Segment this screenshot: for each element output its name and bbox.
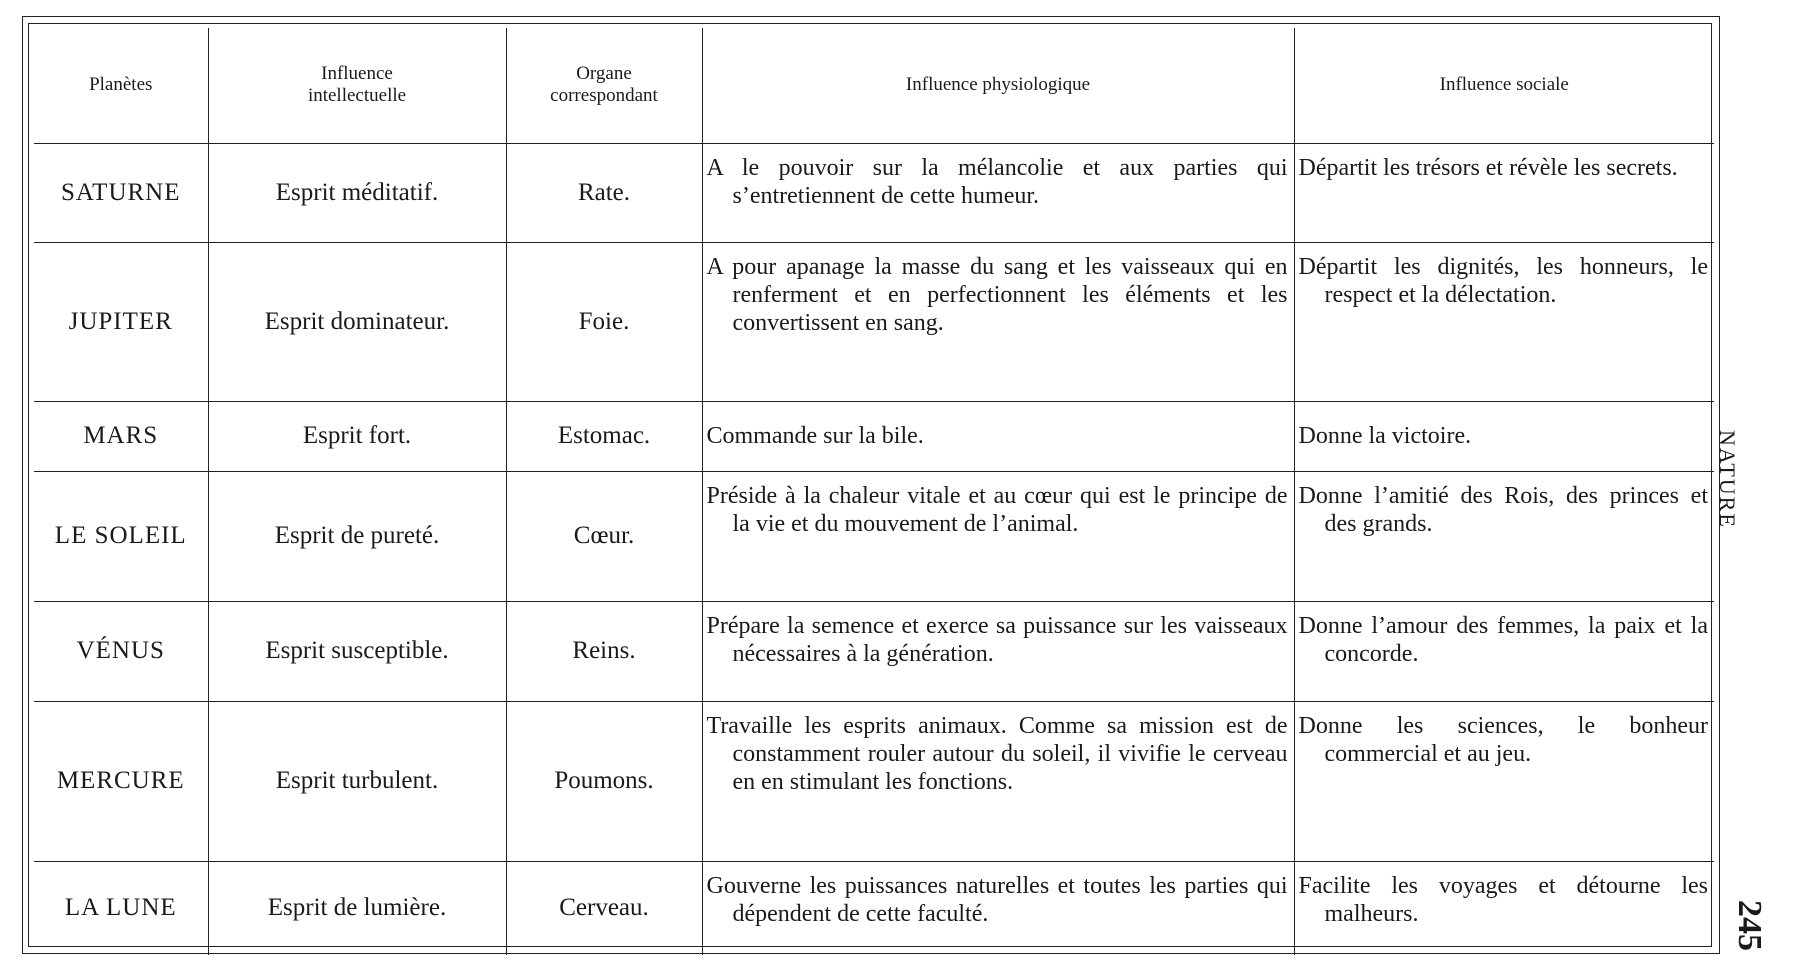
header-influence-sociale: Influence sociale xyxy=(1294,28,1714,143)
planet-name: LE SOLEIL xyxy=(34,471,208,601)
intellectual-influence: Esprit turbulent. xyxy=(208,701,506,861)
social-influence: Facilite les voyages et détourne les malheurs. xyxy=(1294,861,1714,955)
table-row xyxy=(34,861,1714,955)
organ: Poumons. xyxy=(506,701,702,861)
social-influence: Départit les dignités, les honneurs, le respect et la délectation. xyxy=(1294,242,1714,401)
intellectual-influence: Esprit méditatif. xyxy=(208,143,506,242)
physiological-influence: Préside à la chaleur vitale et au cœur qui est le principe de la vie et du mouvement de l’animal. xyxy=(702,471,1294,601)
table-row xyxy=(34,471,1714,601)
header-influence-intellectuelle: Influence intellectuelle xyxy=(208,28,506,143)
intellectual-influence: Esprit susceptible. xyxy=(208,601,506,701)
intellectual-influence: Esprit de pureté. xyxy=(208,471,506,601)
planet-name: VÉNUS xyxy=(34,601,208,701)
header-influence-physiologique: Influence physiologique xyxy=(702,28,1294,143)
table-row xyxy=(34,401,1714,471)
social-influence: Départit les trésors et révèle les secrets. xyxy=(1294,143,1714,242)
planet-name: MARS xyxy=(34,401,208,471)
table-row xyxy=(34,242,1714,401)
social-influence: Donne l’amitié des Rois, des princes et des grands. xyxy=(1294,471,1714,601)
physiological-influence: Travaille les esprits animaux. Comme sa mission est de constamment rouler autour du soleil, il vivifie le cerveau en en stimulant les fonctions. xyxy=(702,701,1294,861)
table-row xyxy=(34,601,1714,701)
organ: Cœur. xyxy=(506,471,702,601)
planet-name: LA LUNE xyxy=(64,894,177,922)
planet-influence-table xyxy=(34,28,1714,955)
planet-name: MERCURE xyxy=(34,701,208,861)
intellectual-influence: Esprit fort. xyxy=(208,401,506,471)
social-influence: Donne la victoire. xyxy=(1294,401,1714,471)
organ: Rate. xyxy=(506,143,702,242)
physiological-influence: Prépare la semence et exerce sa puissance sur les vaisseaux nécessaires à la génération. xyxy=(702,601,1294,701)
social-influence: Donne les sciences, le bonheur commercial et au jeu. xyxy=(1294,701,1714,861)
intellectual-influence: Esprit dominateur. xyxy=(208,242,506,401)
physiological-influence: Gouverne les puissances naturelles et toutes les parties qui dépendent de cette faculté. xyxy=(702,861,1294,955)
social-influence: Donne l’amour des femmes, la paix et la concorde. xyxy=(1294,601,1714,701)
organ: Estomac. xyxy=(506,401,702,471)
page-number: 245 xyxy=(1731,900,1768,951)
planet-name: SATURNE xyxy=(34,143,208,242)
table-header-row xyxy=(34,28,1714,143)
organ: Cerveau. xyxy=(506,861,702,955)
planet-name: JUPITER xyxy=(34,242,208,401)
table-row xyxy=(34,701,1714,861)
physiological-influence: Commande sur la bile. xyxy=(702,401,1294,471)
side-running-title: NATURE xyxy=(1715,430,1740,529)
physiological-influence: A le pouvoir sur la mélancolie et aux parties qui s’entretiennent de cette humeur. xyxy=(702,143,1294,242)
physiological-influence: A pour apanage la masse du sang et les vaisseaux qui en renferment et en perfectionnent les éléments et les convertissent en sang. xyxy=(702,242,1294,401)
intellectual-influence: Esprit de lumière. xyxy=(208,861,506,955)
organ: Reins. xyxy=(506,601,702,701)
header-planetes: Planètes xyxy=(34,28,208,143)
table-row xyxy=(34,143,1714,242)
organ: Foie. xyxy=(506,242,702,401)
header-organe: Organe correspondant xyxy=(506,28,702,143)
